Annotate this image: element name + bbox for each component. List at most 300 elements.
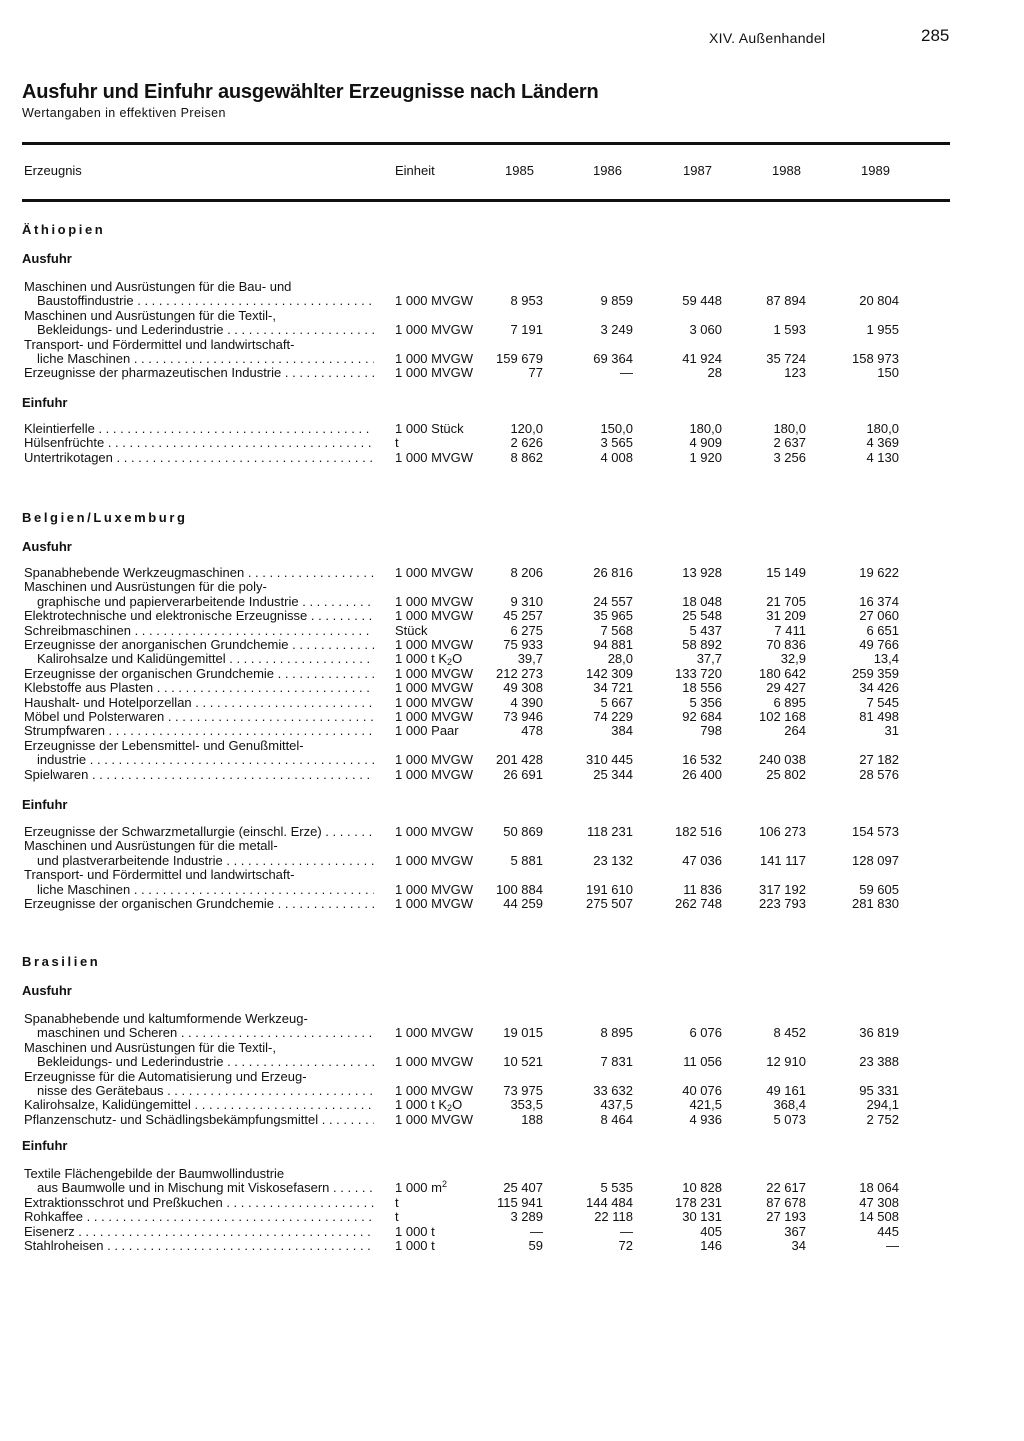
row-unit: 1 000 MVGW <box>395 1083 474 1098</box>
value-1988: 12 910 <box>766 1054 806 1070</box>
value-1985: 4 390 <box>510 694 543 710</box>
value-1987: 3 060 <box>689 322 722 338</box>
value-1988: 87 678 <box>766 1194 806 1210</box>
table-row <box>0 624 1024 638</box>
row-label: Baustoffindustrie . . . <box>37 294 374 308</box>
table-row <box>0 638 1024 652</box>
table-row <box>0 696 1024 710</box>
value-1987: 6 076 <box>689 1025 722 1041</box>
table-row <box>0 1181 1024 1195</box>
value-1987: 16 532 <box>682 752 722 768</box>
value-1986: 150,0 <box>600 421 633 436</box>
value-1987: 18 048 <box>682 593 722 609</box>
value-1989: 16 374 <box>859 593 899 609</box>
row-label: nisse des Gerätebaus . . . <box>37 1084 374 1098</box>
row-unit: 1 000 MVGW <box>395 449 474 465</box>
value-1986: 7 568 <box>600 622 633 638</box>
table-row <box>0 366 1024 380</box>
flow-heading: Einfuhr <box>22 1138 68 1153</box>
row-label: Elektrotechnische und elektronische Erzeugnisse . . . <box>24 609 374 623</box>
row-label: Maschinen und Ausrüstungen für die Textil-, <box>24 1040 276 1055</box>
row-unit: 1 000 Stück <box>395 421 464 436</box>
table-top-rule <box>22 142 950 145</box>
value-1985: 8 862 <box>510 449 543 465</box>
column-header-1986: 1986 <box>593 163 622 178</box>
row-unit: 1 000 MVGW <box>395 896 474 911</box>
row-label: Schreibmaschinen . . . <box>24 624 374 638</box>
value-1986: 275 507 <box>586 896 633 911</box>
value-1986: 437,5 <box>600 1097 633 1113</box>
value-1989: 81 498 <box>859 709 899 724</box>
table-row <box>0 338 1024 352</box>
value-1987: 30 131 <box>682 1209 722 1225</box>
row-label: Maschinen und Ausrüstungen für die Textil-, <box>24 308 276 323</box>
value-1985: 212 273 <box>496 665 543 681</box>
value-1989: 281 830 <box>852 896 899 911</box>
value-1986: 69 364 <box>593 351 633 366</box>
value-1987: 11 056 <box>683 1054 722 1070</box>
value-1989: 6 651 <box>866 622 899 638</box>
value-1988: 49 161 <box>766 1083 806 1098</box>
value-1987: 40 076 <box>682 1083 722 1098</box>
table-row <box>0 609 1024 623</box>
value-1989: 18 064 <box>859 1180 899 1196</box>
value-1988: 240 038 <box>759 752 806 768</box>
value-1986: 384 <box>611 723 633 739</box>
row-label: Erzeugnisse der anorganischen Grundchemie . . . <box>24 638 374 652</box>
value-1985: 100 884 <box>496 881 543 897</box>
value-1988: 223 793 <box>759 896 806 911</box>
row-label: Maschinen und Ausrüstungen für die metall- <box>24 839 278 854</box>
table-row <box>0 839 1024 853</box>
value-1985: 25 407 <box>503 1180 543 1196</box>
table-row <box>0 595 1024 609</box>
value-1987: 25 548 <box>682 608 722 624</box>
value-1985: 77 <box>528 365 543 381</box>
row-label: aus Baumwolle und in Mischung mit Viskosefasern . . . <box>37 1181 374 1195</box>
value-1988: 106 273 <box>759 824 806 839</box>
value-1988: 35 724 <box>766 351 806 366</box>
row-unit: 1 000 t $K_2O$ <box>395 651 463 668</box>
value-1986: 310 445 <box>586 752 633 768</box>
value-1988: 264 <box>784 723 806 739</box>
value-1986: 4 008 <box>600 449 633 465</box>
table-row <box>0 451 1024 465</box>
value-1989: 95 331 <box>859 1083 899 1098</box>
row-unit: 1 000 t <box>395 1223 435 1239</box>
value-1985: 9 310 <box>510 593 543 609</box>
row-label: graphische und papierverarbeitende Industrie . . . <box>37 595 374 609</box>
row-unit: 1 000 t $K_2O$ <box>395 1097 463 1114</box>
row-label: Bekleidungs- und Lederindustrie . . . <box>37 323 374 337</box>
value-1989: — <box>886 1238 899 1253</box>
table-row <box>0 710 1024 724</box>
value-1988: 34 <box>791 1238 806 1253</box>
value-1987: 92 684 <box>682 709 722 724</box>
value-1989: 31 <box>884 723 899 739</box>
value-1987: 4 936 <box>689 1111 722 1127</box>
table-row <box>0 768 1024 782</box>
row-label: Rohkaffee . . . <box>24 1210 374 1224</box>
row-unit: 1 000 MVGW <box>395 322 474 338</box>
value-1986: 5 667 <box>600 694 633 710</box>
table-row <box>0 1084 1024 1098</box>
value-1987: 58 892 <box>682 637 722 652</box>
page-subtitle: Wertangaben in effektiven Preisen <box>22 106 226 120</box>
column-header-1985: 1985 <box>505 163 534 178</box>
table-row <box>0 1239 1024 1253</box>
row-unit: 1 000 MVGW <box>395 881 474 897</box>
value-1985: 2 626 <box>510 435 543 451</box>
value-1985: 73 946 <box>503 709 543 724</box>
value-1985: 59 <box>528 1238 543 1253</box>
row-label: Kalirohsalze und Kalidüngemittel . . . <box>37 652 374 666</box>
row-label: liche Maschinen . . . <box>37 883 374 897</box>
table-row <box>0 1113 1024 1127</box>
value-1985: 159 679 <box>496 351 543 366</box>
value-1987: 133 720 <box>675 665 722 681</box>
value-1988: 87 894 <box>766 293 806 309</box>
value-1988: 180 642 <box>759 665 806 681</box>
value-1986: 33 632 <box>593 1083 633 1098</box>
table-row <box>0 1026 1024 1040</box>
value-1988: 29 427 <box>766 680 806 696</box>
value-1986: 142 309 <box>586 665 633 681</box>
row-label: Spanabhebende Werkzeugmaschinen . . . <box>24 566 374 580</box>
value-1989: 27 060 <box>859 608 899 624</box>
value-1986: 8 895 <box>600 1025 633 1041</box>
value-1989: 20 804 <box>859 293 899 309</box>
row-unit: 1 000 MVGW <box>395 752 474 768</box>
value-1989: 4 369 <box>866 435 899 451</box>
value-1985: 73 975 <box>503 1083 543 1098</box>
row-label: Kalirohsalze, Kalidüngemittel . . . <box>24 1098 374 1112</box>
table-row <box>0 422 1024 436</box>
value-1988: 7 411 <box>774 622 806 638</box>
value-1988: 102 168 <box>759 709 806 724</box>
value-1985: 44 259 <box>503 896 543 911</box>
value-1986: 24 557 <box>593 593 633 609</box>
table-row <box>0 294 1024 308</box>
value-1985: 6 275 <box>510 622 543 638</box>
table-row <box>0 1041 1024 1055</box>
value-1988: 368,4 <box>773 1097 806 1113</box>
table-row <box>0 1098 1024 1112</box>
value-1988: 32,9 <box>780 651 806 667</box>
value-1985: — <box>530 1223 543 1239</box>
value-1987: 47 036 <box>682 852 722 868</box>
value-1987: 18 556 <box>682 680 722 696</box>
row-unit: Stück <box>395 622 428 638</box>
row-unit: 1 000 t <box>395 1238 435 1253</box>
value-1988: 367 <box>784 1223 806 1239</box>
value-1985: 115 941 <box>496 1194 543 1210</box>
row-label: Erzeugnisse der pharmazeutischen Industrie . . . <box>24 366 374 380</box>
value-1985: 39,7 <box>517 651 543 667</box>
value-1986: 8 464 <box>600 1111 633 1127</box>
column-header-1987: 1987 <box>683 163 712 178</box>
value-1989: 36 819 <box>859 1025 899 1041</box>
table-row <box>0 854 1024 868</box>
value-1987: 11 836 <box>683 881 722 897</box>
value-1988: 6 895 <box>773 694 806 710</box>
value-1986: 118 231 <box>586 824 633 839</box>
value-1988: 5 073 <box>773 1111 806 1127</box>
row-unit: 1 000 MVGW <box>395 1111 474 1127</box>
row-unit: 1 000 MVGW <box>395 593 474 609</box>
flow-heading: Ausfuhr <box>22 983 72 998</box>
table-row <box>0 753 1024 767</box>
table-row <box>0 309 1024 323</box>
value-1985: 45 257 <box>503 608 543 624</box>
table-row <box>0 897 1024 911</box>
value-1986: 28,0 <box>607 651 633 667</box>
value-1988: 317 192 <box>759 881 806 897</box>
value-1985: 478 <box>521 723 543 739</box>
value-1989: 14 508 <box>859 1209 899 1225</box>
section-title: XIV. Außenhandel <box>709 30 826 46</box>
value-1988: 31 209 <box>766 608 806 624</box>
value-1989: 445 <box>877 1223 899 1239</box>
value-1987: 798 <box>700 723 722 739</box>
row-unit: 1 000 MVGW <box>395 608 474 624</box>
value-1986: 5 535 <box>600 1180 633 1196</box>
row-label: Strumpfwaren . . . <box>24 724 374 738</box>
value-1989: 7 545 <box>866 694 899 710</box>
value-1987: 59 448 <box>682 293 722 309</box>
value-1987: 405 <box>700 1223 722 1239</box>
value-1985: 120,0 <box>510 421 543 436</box>
row-label: Untertrikotagen . . . <box>24 451 374 465</box>
value-1986: 26 816 <box>593 565 633 580</box>
row-unit: 1 000 MVGW <box>395 1054 474 1070</box>
row-unit: 1 000 MVGW <box>395 351 474 366</box>
row-unit: 1 000 MVGW <box>395 694 474 710</box>
value-1986: 3 249 <box>600 322 633 338</box>
column-header-1989: 1989 <box>861 163 890 178</box>
country-heading: Brasilien <box>22 954 101 969</box>
value-1988: 25 802 <box>766 766 806 782</box>
row-unit: 1 000 MVGW <box>395 709 474 724</box>
value-1989: 294,1 <box>866 1097 899 1113</box>
row-label: Spielwaren . . . <box>24 768 374 782</box>
value-1988: 2 637 <box>773 435 806 451</box>
value-1985: 7 191 <box>510 322 543 338</box>
value-1989: 49 766 <box>859 637 899 652</box>
row-label: Hülsenfrüchte . . . <box>24 436 374 450</box>
table-row <box>0 1012 1024 1026</box>
value-1989: 259 359 <box>852 665 899 681</box>
table-row <box>0 1225 1024 1239</box>
table-row <box>0 1210 1024 1224</box>
value-1987: 146 <box>700 1238 722 1253</box>
value-1989: 4 130 <box>866 449 899 465</box>
value-1985: 26 691 <box>503 766 543 782</box>
value-1989: 27 182 <box>859 752 899 768</box>
table-row <box>0 1196 1024 1210</box>
value-1985: 188 <box>521 1111 543 1127</box>
value-1986: 23 132 <box>593 852 633 868</box>
table-row <box>0 883 1024 897</box>
row-label: Eisenerz . . . <box>24 1225 374 1239</box>
value-1987: 262 748 <box>675 896 722 911</box>
row-label: Erzeugnisse der Schwarzmetallurgie (einschl. Erze) . . . <box>24 825 374 839</box>
value-1986: — <box>620 1223 633 1239</box>
table-row <box>0 825 1024 839</box>
value-1985: 5 881 <box>510 852 543 868</box>
table-row <box>0 1167 1024 1181</box>
page-title: Ausfuhr und Einfuhr ausgewählter Erzeugnisse nach Ländern <box>22 81 599 103</box>
flow-heading: Einfuhr <box>22 395 68 410</box>
value-1985: 49 308 <box>503 680 543 696</box>
value-1988: 15 149 <box>766 565 806 580</box>
row-label: Möbel und Polsterwaren . . . <box>24 710 374 724</box>
value-1989: 128 097 <box>852 852 899 868</box>
value-1988: 123 <box>784 365 806 381</box>
value-1989: 158 973 <box>852 351 899 366</box>
row-unit: 1 000 $m^2$ <box>395 1179 447 1196</box>
row-label: maschinen und Scheren . . . <box>37 1026 374 1040</box>
row-label: Transport- und Fördermittel und landwirtschaft- <box>24 868 295 883</box>
table-row <box>0 566 1024 580</box>
row-label: Erzeugnisse der Lebensmittel- und Genußmittel- <box>24 738 304 753</box>
page-number: 285 <box>921 26 950 45</box>
table-header-rule <box>22 199 950 202</box>
value-1987: 41 924 <box>682 351 722 366</box>
row-label: Textile Flächengebilde der Baumwollindustrie <box>24 1167 285 1181</box>
value-1989: 2 752 <box>866 1111 899 1127</box>
table-row <box>0 652 1024 666</box>
value-1989: 154 573 <box>852 824 899 839</box>
value-1986: 74 229 <box>593 709 633 724</box>
table-row <box>0 436 1024 450</box>
value-1989: 180,0 <box>866 421 899 436</box>
value-1986: 25 344 <box>593 766 633 782</box>
value-1987: 1 920 <box>689 449 722 465</box>
value-1987: 37,7 <box>696 651 722 667</box>
row-unit: 1 000 MVGW <box>395 665 474 681</box>
row-label: liche Maschinen . . . <box>37 352 374 366</box>
value-1985: 8 206 <box>510 565 543 580</box>
value-1989: 19 622 <box>859 565 899 580</box>
flow-heading: Einfuhr <box>22 797 68 812</box>
value-1988: 3 256 <box>773 449 806 465</box>
value-1986: 34 721 <box>593 680 633 696</box>
row-label: industrie . . . <box>37 753 374 767</box>
table-row <box>0 667 1024 681</box>
row-unit: t <box>395 1209 399 1225</box>
value-1987: 13 928 <box>682 565 722 580</box>
table-row <box>0 580 1024 594</box>
row-unit: 1 000 MVGW <box>395 637 474 652</box>
value-1986: 144 484 <box>586 1194 633 1210</box>
value-1986: 9 859 <box>600 293 633 309</box>
value-1989: 34 426 <box>859 680 899 696</box>
table-row <box>0 1055 1024 1069</box>
value-1985: 353,5 <box>510 1097 543 1113</box>
table-row <box>0 352 1024 366</box>
value-1988: 141 117 <box>759 852 806 868</box>
row-label: Maschinen und Ausrüstungen für die poly- <box>24 580 267 595</box>
value-1988: 21 705 <box>766 593 806 609</box>
table-row <box>0 739 1024 753</box>
value-1987: 182 516 <box>675 824 722 839</box>
value-1989: 23 388 <box>859 1054 899 1070</box>
value-1989: 13,4 <box>873 651 899 667</box>
value-1987: 180,0 <box>689 421 722 436</box>
table-row <box>0 724 1024 738</box>
flow-heading: Ausfuhr <box>22 539 72 554</box>
value-1987: 421,5 <box>689 1097 722 1113</box>
row-label: Maschinen und Ausrüstungen für die Bau- und <box>24 280 292 294</box>
value-1988: 27 193 <box>766 1209 806 1225</box>
row-label: Erzeugnisse der organischen Grundchemie . . . <box>24 897 374 911</box>
value-1988: 180,0 <box>773 421 806 436</box>
value-1989: 1 955 <box>866 322 899 338</box>
value-1987: 28 <box>707 365 722 381</box>
table-row <box>0 323 1024 337</box>
flow-heading: Ausfuhr <box>22 251 72 266</box>
row-label: Spanabhebende und kaltumformende Werkzeug- <box>24 1012 308 1026</box>
value-1986: 22 118 <box>594 1209 633 1225</box>
row-label: Bekleidungs- und Lederindustrie . . . <box>37 1055 374 1069</box>
value-1989: 28 576 <box>859 766 899 782</box>
row-label: Klebstoffe aus Plasten . . . <box>24 681 374 695</box>
row-unit: 1 000 Paar <box>395 723 459 739</box>
value-1986: 7 831 <box>600 1054 633 1070</box>
row-label: Transport- und Fördermittel und landwirtschaft- <box>24 337 295 352</box>
value-1987: 4 909 <box>689 435 722 451</box>
value-1986: 94 881 <box>593 637 633 652</box>
value-1987: 10 828 <box>682 1180 722 1196</box>
row-unit: 1 000 MVGW <box>395 365 474 381</box>
row-unit: 1 000 MVGW <box>395 852 474 868</box>
value-1987: 5 437 <box>689 622 722 638</box>
value-1986: 72 <box>618 1238 633 1253</box>
value-1988: 70 836 <box>766 637 806 652</box>
value-1985: 3 289 <box>510 1209 543 1225</box>
row-unit: 1 000 MVGW <box>395 565 474 580</box>
row-unit: 1 000 MVGW <box>395 766 474 782</box>
row-unit: 1 000 MVGW <box>395 1025 474 1041</box>
row-unit: t <box>395 435 399 451</box>
row-label: Pflanzenschutz- und Schädlingsbekämpfungsmittel . . . <box>24 1113 374 1127</box>
country-heading: Äthiopien <box>22 222 106 237</box>
row-unit: 1 000 MVGW <box>395 824 474 839</box>
table-row <box>0 681 1024 695</box>
row-label: und plastverarbeitende Industrie . . . <box>37 854 374 868</box>
value-1986: 35 965 <box>593 608 633 624</box>
value-1989: 47 308 <box>859 1194 899 1210</box>
table-row <box>0 868 1024 882</box>
value-1986: — <box>620 365 633 381</box>
value-1986: 3 565 <box>600 435 633 451</box>
value-1987: 178 231 <box>675 1194 722 1210</box>
value-1986: 191 610 <box>586 881 633 897</box>
value-1987: 26 400 <box>682 766 722 782</box>
value-1985: 8 953 <box>510 293 543 309</box>
value-1985: 75 933 <box>503 637 543 652</box>
value-1985: 201 428 <box>496 752 543 768</box>
value-1989: 59 605 <box>859 881 899 897</box>
row-label: Haushalt- und Hotelporzellan . . . <box>24 696 374 710</box>
value-1989: 150 <box>877 365 899 381</box>
table-row <box>0 1070 1024 1084</box>
table-row <box>0 280 1024 294</box>
column-header-unit: Einheit <box>395 163 435 178</box>
value-1988: 1 593 <box>773 322 806 338</box>
value-1985: 10 521 <box>503 1054 543 1070</box>
